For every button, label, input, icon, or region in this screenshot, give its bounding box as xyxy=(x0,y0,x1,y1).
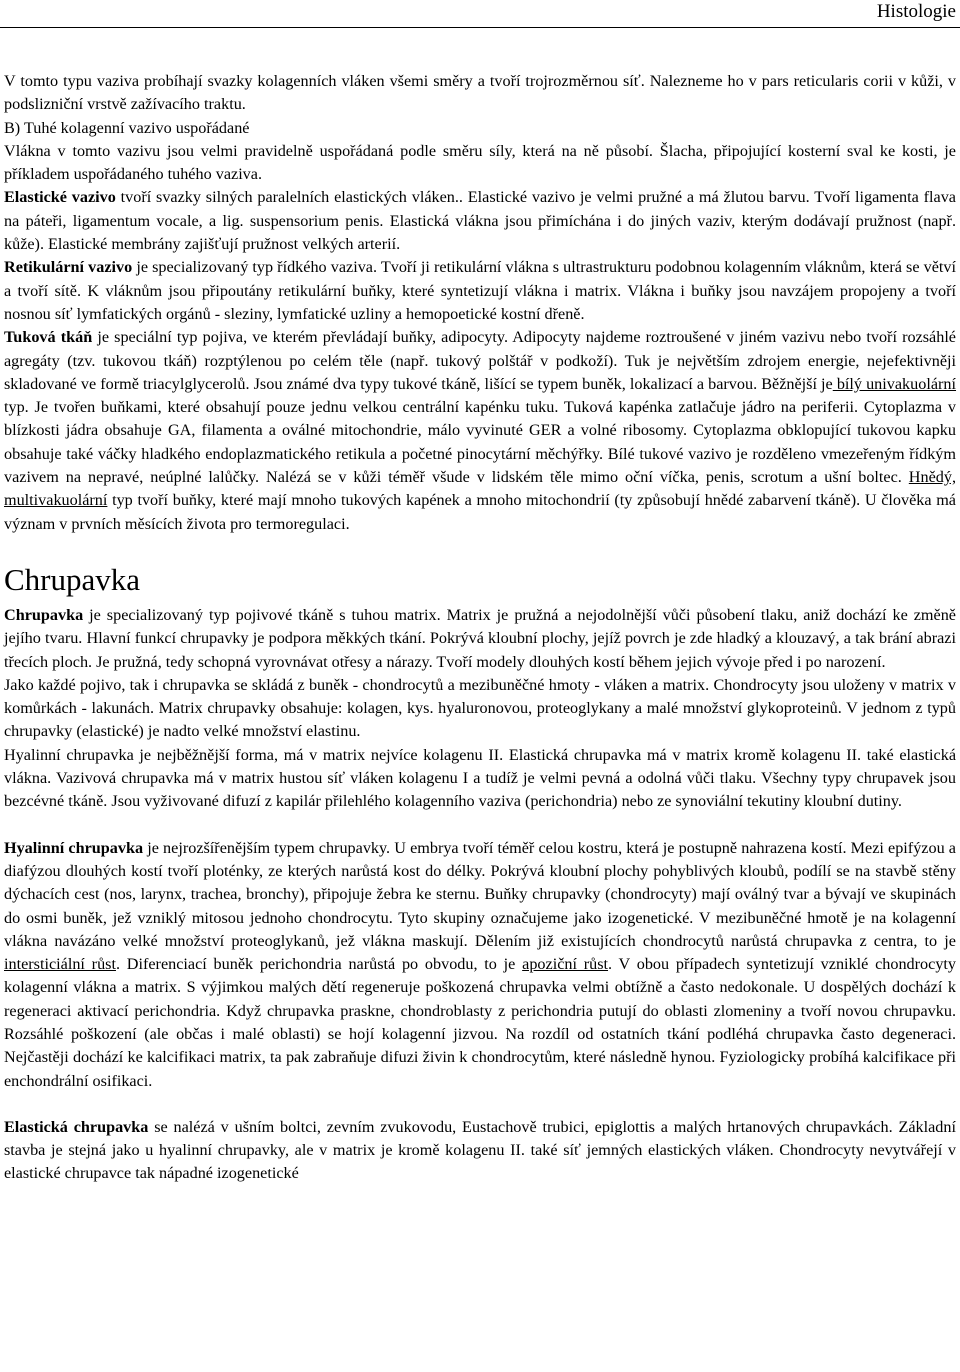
term-cartilage: Chrupavka xyxy=(4,605,84,624)
term-hyaline-cartilage: Hyalinní chrupavka xyxy=(4,838,144,857)
paragraph-intro: V tomto typu vaziva probíhají svazky kolagenních vláken všemi směry a tvoří trojrozměrnou síť. Nalezneme ho v pars reticularis corii v kůži, v podslizniční vrstvě zažívacího traktu. xyxy=(4,72,956,114)
page-header xyxy=(0,0,960,28)
paragraph-reticular-tissue: Retikulární vazivo je specializovaný typ řídkého vaziva. Tvoří ji retikulární vlákna s ultrastrukturu podobnou kolagenním vláknům, která se větví a tvoří sítě. K vláknům jsou připoutány retikulární buňky, které syntetizují vlákna i matrix. Vlákna i buňky jsou navzájem propojeny a tvoří nosnou síť lymfatických orgánů - sleziny, lymfatické uzliny a hemopoetické kostní dřeně. xyxy=(4,258,956,323)
term-elastic-tissue: Elastické vazivo xyxy=(4,188,116,207)
header-title: Histologie xyxy=(876,1,956,22)
document-body xyxy=(0,28,960,1186)
term-elastic-cartilage: Elastická chrupavka xyxy=(4,1117,149,1136)
paragraph-elastic-tissue: Elastické vazivo tvoří svazky silných paralelních elastických vláken.. Elastické vazivo je velmi pružné a má žlutou barvu. Tvoří ligamenta flava na páteři, ligamentum vocale, a lig. suspensorium penis. Elastická vlákna jsou přimíchána i do jiných vaziv, kterým dodávají pružnost (např. kůže). Elastické membrány zajišťují pružnost velkých arterií. xyxy=(4,188,956,254)
term-appositional-growth: apoziční růst xyxy=(522,955,609,974)
paragraph-cartilage-intro: Chrupavka je specializovaný typ pojivové tkáně s tuhou matrix. Matrix je pružná a nejodolnější vůči působení tlaku, aniž dochází ke změně jejího tvaru. Hlavní funkcí chrupavky je podpora měkkých tkání. Pokrývá kloubní plochy, jejíž povrch je zde hladký a klouzavý, a tak brání abrazi třecích ploch. Je pružná, tedy schopná vyrovnávat otřesy a nárazy. Tvoří modely dlouhých kostí během jejich vývoje před i po narození. xyxy=(4,605,956,671)
paragraph-oriented-tissue: Vlákna v tomto vazivu jsou velmi pravidelně uspořádaná podle směru síly, která na ně působí. Šlacha, připojující kosterní sval ke kosti, je příkladem uspořádaného tuhého vaziva. xyxy=(4,141,956,184)
section-heading-chrupavka: Chrupavka xyxy=(4,561,141,597)
section-subheading: B) Tuhé kolagenní vazivo uspořádané xyxy=(4,118,250,137)
term-reticular-tissue: Retikulární vazivo xyxy=(4,258,133,277)
term-adipose-tissue: Tuková tkáň xyxy=(4,328,93,347)
paragraph-hyaline-cartilage: Hyalinní chrupavka je nejrozšířenějším typem chrupavky. U embrya tvoří téměř celou kostru, která je postupně nahrazena kostí. Mezi epifýzou a diafýzou dlouhých kostí tvoří ploténky, ze kterých narůstá kost do délky. Pokrývá kloubní plochy pohyblivých kloubů, podílí se na stavbě stěny dýchacích cest (nos, larynx, trachea, bronchy), připojuje žebra ke sternu. Buňky chrupavky (chondrocyty) mají oválný tvar a bývají ve skupinách do osmi buněk, jež vzniklý mitosou jednoho chondrocytu. Tyto skupiny označujeme jako izogenetické. V mezibuněčné hmotě je na kolagenní vlákna navázáno velké množství proteoglykanů, jež vlákna maskují. Dělením již existujících chondrocytů narůstá chrupavka z centra, to je intersticiální růst. Diferenciací buněk perichondria narůstá po obvodu, to je apoziční růst. V obou případech syntetizují vzniklé chondrocyty kolagenní vlákna a matrix. S výjimkou malých dětí regeneruje poškozená chrupavka velmi obtížně a často nedokonale. U dospělých dochází k regeneraci aktivací perichondria. Když chrupavka praskne, chondroblasty z perichondria putují do oblasti zlomeniny a tvoří novou chrupavku. Rozsáhlé poškození (ale občas i malé oblasti) se hojí kolagenní jizvou. Na rozdíl od ostatních tkání podléhá chrupavka často degeneraci. Nejčastěji dochází ke kalcifikaci matrix, ta pak zabraňuje difuzi živin k chondrocytům, které následně hynou. Fyziologicky probíhá kalcifikace při enchondrální osifikaci. xyxy=(4,838,957,1090)
paragraph-cartilage-types: Hyalinní chrupavka je nejběžnější forma, má v matrix nejvíce kolagenu II. Elastická chrupavka má v matrix kromě kolagenu II. také elastická vlákna. Vazivová chrupavka má v matrix hustou síť vláken kolagenu I a tudíž je velmi pevná a odolná vůči tlaku. Všechny typy chrupavek jsou bezcévné tkáně. Jsou vyživované difuzí z kapilár přilehlého kolagenního vaziva (perichondria) nebo ze synoviální tekutiny kloubní dutiny. xyxy=(4,745,956,811)
term-brown-fat: Hnědý, multivakuolární xyxy=(4,468,956,510)
paragraph-gap xyxy=(4,1093,956,1116)
paragraph-elastic-cartilage: Elastická chrupavka se nalézá v ušním boltci, zevním zvukovodu, Eustachově trubici, epiglottis a malých hrtanových chrupavkách. Základní stavba je stejná jako u hyalinní chrupavky, ale v matrix je kromě kolagenu II. také síť jemných elastických vláken. Chondrocyty nevytvářejí v elastické chrupavce tak nápadné izogenetické xyxy=(4,1117,956,1183)
term-white-fat: bílý univakuolární xyxy=(832,374,957,393)
paragraph-gap xyxy=(4,814,956,837)
paragraph-cartilage-composition: Jako každé pojivo, tak i chrupavka se skládá z buněk - chondrocytů a mezibuněčné hmoty - vláken a matrix. Chondrocyty jsou uloženy v matrix v komůrkách - lakunách. Matrix chrupavky obsahuje: kolagen, kys. hyaluronovou, proteoglykany a malé množství glykoproteinů. V jednom z typů chrupavky (elastické) je nadto velké množství elastinu. xyxy=(4,675,956,741)
term-interstitial-growth: intersticiální růst xyxy=(4,955,116,974)
paragraph-adipose-tissue: Tuková tkáň je speciální typ pojiva, ve kterém převládají buňky, adipocyty. Adipocyty najdeme roztroušené v jiném vazivu nebo tvoří rozsáhlé agregáty (tzv. tukovou tkáň) rozptýlenou po celém těle (např. tukový polštář v podkoží). Tuk je největším zdrojem energie, nejefektivněji skladované ve formě triacylglycerolů. Jsou známé dva typy tukové tkáně, lišící se typem buněk, lokalizací a barvou. Běžnější je bílý univakuolární typ. Je tvořen buňkami, které obsahují pouze jednu velkou centrální kapénku tuku. Tuková kapénka zatlačuje jádro na periferii. Cytoplazma v blízkosti jádra obsahuje GA, filamenta a oválné mitochondrie, málo vyvinuté GER a volné ribosomy. Cytoplazma obklopující tukovou kapku obsahuje také váčky hladkého endoplazmatického retikula a početné pinocytární měchýřky. Bílé tukové vazivo je rozděleno vmezeřeným řídkým vazivem na nepravé, neúplné lalůčky. Nalézá se v kůži téměř všude v lidském těle mimo oční víčka, penis, scrotum a ušní boltec. Hnědý, multivakuolární typ tvoří buňky, které mají mnoho tukových kapének a mnoho mitochondrií (ty způsobují hnědé zabarvení tkáně). U člověka má význam v prvních měsících života pro termoregulaci. xyxy=(4,328,957,533)
